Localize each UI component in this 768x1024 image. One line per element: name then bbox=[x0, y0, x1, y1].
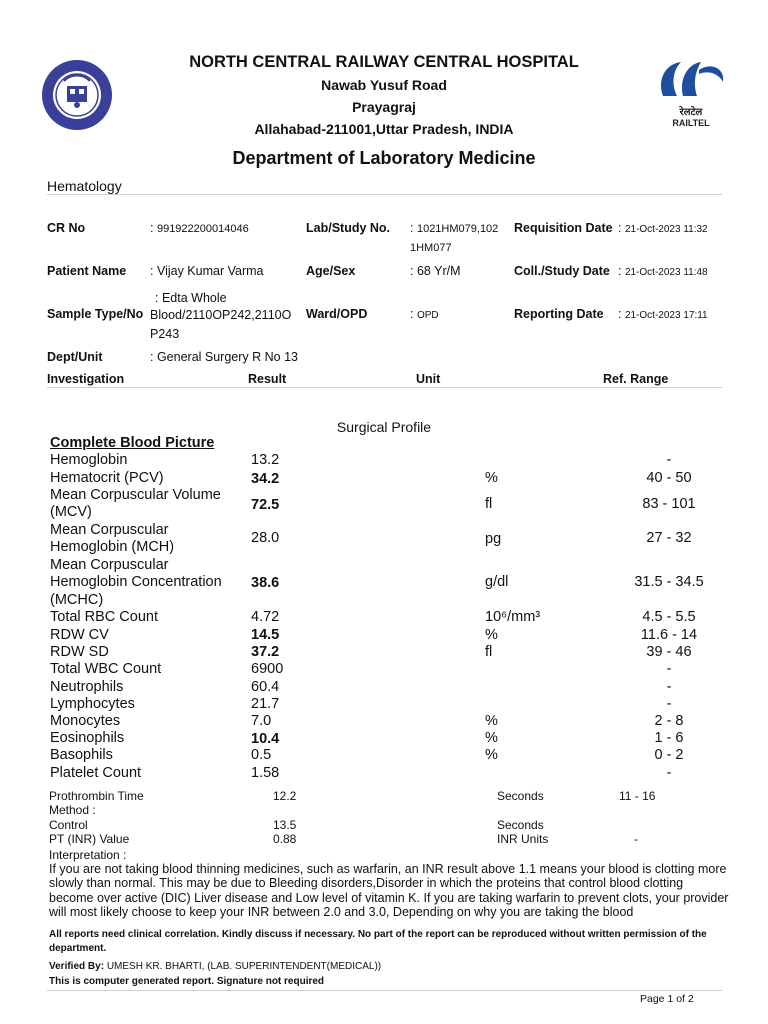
test-range: 4.5 - 5.5 bbox=[642, 609, 696, 625]
indian-railways-logo bbox=[40, 58, 114, 132]
test-name: Hematocrit (PCV) bbox=[50, 470, 164, 486]
control-unit: Seconds bbox=[497, 818, 544, 832]
test-unit: fl bbox=[485, 496, 493, 512]
pt-result: 12.2 bbox=[273, 789, 297, 803]
test-name: RDW CV bbox=[50, 627, 109, 643]
test-name: Hemoglobin bbox=[50, 452, 128, 468]
test-name-cont: (MCHC) bbox=[50, 592, 104, 608]
test-range: - bbox=[666, 679, 672, 695]
test-result: 38.6 bbox=[251, 575, 280, 591]
inr-unit: INR Units bbox=[497, 832, 549, 846]
sample-label: Sample Type/No bbox=[47, 307, 144, 321]
disclaimer: All reports need clinical correlation. Kindly discuss if necessary. No part of the report can be reproduced without written permission of the department. bbox=[49, 929, 707, 954]
test-name: Total RBC Count bbox=[50, 609, 158, 625]
test-range: - bbox=[666, 452, 672, 468]
inr-range: - bbox=[634, 832, 638, 846]
test-range: - bbox=[666, 661, 672, 677]
coll-value: : 21-Oct-2023 11:48 bbox=[618, 264, 708, 278]
test-result: 34.2 bbox=[251, 471, 280, 487]
name-label: Patient Name bbox=[47, 264, 127, 278]
rep-label: Reporting Date bbox=[514, 307, 604, 321]
test-name-cont: Hemoglobin Concentration bbox=[50, 574, 222, 590]
cr-value: : 991922200014046 bbox=[150, 221, 249, 235]
test-range: 83 - 101 bbox=[642, 496, 696, 512]
test-range: 1 - 6 bbox=[654, 730, 684, 746]
test-name: Mean Corpuscular bbox=[50, 522, 169, 538]
lab-label: Lab/Study No. bbox=[306, 221, 391, 235]
test-unit: fl bbox=[485, 644, 493, 660]
test-range: 27 - 32 bbox=[646, 530, 692, 546]
agesex-label: Age/Sex bbox=[306, 264, 356, 278]
test-result: 0.5 bbox=[251, 747, 272, 763]
test-name-cont: (MCV) bbox=[50, 504, 92, 520]
interpretation-label: Interpretation : bbox=[49, 848, 127, 862]
test-unit: % bbox=[485, 470, 498, 486]
inr-result: 0.88 bbox=[273, 832, 297, 846]
divider bbox=[47, 194, 722, 195]
test-result: 10.4 bbox=[251, 731, 280, 747]
test-result: 14.5 bbox=[251, 627, 280, 643]
test-range: 11.6 - 14 bbox=[640, 627, 698, 643]
test-result: 13.2 bbox=[251, 452, 280, 468]
sample-value-1: : Edta Whole bbox=[155, 291, 227, 305]
test-result: 4.72 bbox=[251, 609, 280, 625]
test-name: Neutrophils bbox=[50, 679, 124, 695]
col-range: Ref. Range bbox=[603, 372, 669, 386]
cr-label: CR No bbox=[47, 221, 86, 235]
verified-by bbox=[49, 961, 381, 972]
lab-value-cont: 1HM077 bbox=[410, 242, 452, 254]
test-name: Lymphocytes bbox=[50, 696, 135, 712]
test-result: 72.5 bbox=[251, 497, 280, 513]
test-result: 1.58 bbox=[251, 765, 280, 781]
method-label: Method : bbox=[49, 803, 96, 817]
test-name: RDW SD bbox=[50, 644, 109, 660]
test-name: Platelet Count bbox=[50, 765, 142, 781]
inr-name: PT (INR) Value bbox=[49, 832, 130, 846]
railtel-hindi-text: रेलटेल bbox=[679, 107, 703, 118]
test-name: Monocytes bbox=[50, 713, 121, 729]
verified-value: UMESH KR. BHARTI, (LAB. SUPERINTENDENT(MEDICAL)) bbox=[106, 961, 382, 972]
test-unit: % bbox=[485, 747, 498, 763]
divider bbox=[47, 387, 722, 388]
test-unit: 10⁶/mm³ bbox=[485, 609, 541, 625]
hospital-name: NORTH CENTRAL RAILWAY CENTRAL HOSPITAL bbox=[189, 53, 579, 71]
divider bbox=[47, 990, 722, 991]
test-range: 0 - 2 bbox=[654, 747, 684, 763]
lab-value: : 1021HM079,102 bbox=[410, 221, 499, 235]
test-name: Basophils bbox=[50, 747, 113, 763]
computer-note: This is computer generated report. Signature not required bbox=[49, 976, 325, 987]
cbp-title: Complete Blood Picture bbox=[50, 435, 215, 451]
test-result: 6900 bbox=[251, 661, 284, 677]
test-result: 60.4 bbox=[251, 679, 280, 695]
test-unit: % bbox=[485, 730, 498, 746]
test-range: 31.5 - 34.5 bbox=[634, 574, 704, 590]
sample-value-2: Blood/2110OP242,2110O bbox=[150, 308, 292, 322]
page-number: Page 1 of 2 bbox=[640, 993, 694, 1005]
test-result: 7.0 bbox=[251, 713, 272, 729]
test-name: Total WBC Count bbox=[50, 661, 162, 677]
test-range: - bbox=[666, 696, 672, 712]
test-unit: pg bbox=[485, 531, 502, 547]
control-result: 13.5 bbox=[273, 818, 297, 832]
test-name: Mean Corpuscular bbox=[50, 557, 169, 573]
test-range: 40 - 50 bbox=[646, 470, 692, 486]
rep-value: : 21-Oct-2023 17:11 bbox=[618, 307, 708, 321]
test-unit: g/dl bbox=[485, 574, 509, 590]
col-investigation: Investigation bbox=[47, 372, 125, 386]
test-range: 39 - 46 bbox=[646, 644, 692, 660]
test-range: - bbox=[666, 765, 672, 781]
profile-title: Surgical Profile bbox=[336, 419, 432, 435]
req-label: Requisition Date bbox=[514, 221, 613, 235]
pt-unit: Seconds bbox=[497, 789, 544, 803]
agesex-value: : 68 Yr/M bbox=[410, 264, 461, 278]
railtel-logo bbox=[655, 58, 727, 128]
test-result: 21.7 bbox=[251, 696, 280, 712]
test-result: 37.2 bbox=[251, 644, 280, 660]
test-unit: % bbox=[485, 713, 498, 729]
sample-value-3: P243 bbox=[150, 327, 180, 341]
verified-label: Verified By: bbox=[49, 961, 105, 972]
interpretation-text: If you are not taking blood thinning medicines, such as warfarin, an INR result above 1.1 means your blood is clotting more slowly than normal. This may be due to Bleeding disorders,Disorder in which the proteins that control blood clotting become over active (DIC) Liver disease and Low level of vitamin K. If you are taking warfarin to prevent clots, your provider will most likely choose to keep your INR between 2.0 and 3.0, Depending on why you are taking the blood bbox=[49, 862, 729, 919]
test-result: 28.0 bbox=[251, 530, 280, 546]
test-unit: % bbox=[485, 627, 498, 643]
dept-value: : General Surgery R No 13 bbox=[150, 350, 298, 364]
ward-label: Ward/OPD bbox=[306, 307, 368, 321]
control-name: Control bbox=[49, 818, 88, 832]
address-line-2: Prayagraj bbox=[352, 99, 416, 115]
test-name: Eosinophils bbox=[50, 730, 125, 746]
department-title: Department of Laboratory Medicine bbox=[232, 148, 536, 168]
ward-value: : OPD bbox=[410, 307, 439, 321]
test-range: 2 - 8 bbox=[654, 713, 684, 729]
req-value: : 21-Oct-2023 11:32 bbox=[618, 221, 708, 235]
address-line-3: Allahabad-211001,Uttar Pradesh, INDIA bbox=[254, 121, 514, 137]
address-line-1: Nawab Yusuf Road bbox=[321, 77, 447, 93]
name-value: : Vijay Kumar Varma bbox=[150, 264, 264, 278]
test-name: Mean Corpuscular Volume bbox=[50, 487, 221, 503]
pt-range: 11 - 16 bbox=[619, 789, 656, 803]
coll-label: Coll./Study Date bbox=[514, 264, 610, 278]
railtel-text: RAILTEL bbox=[672, 118, 710, 128]
col-result: Result bbox=[248, 372, 287, 386]
section-title: Hematology bbox=[47, 178, 122, 194]
dept-label: Dept/Unit bbox=[47, 350, 103, 364]
test-name-cont: Hemoglobin (MCH) bbox=[50, 539, 175, 555]
pt-name: Prothrombin Time bbox=[49, 789, 144, 803]
col-unit: Unit bbox=[416, 372, 441, 386]
